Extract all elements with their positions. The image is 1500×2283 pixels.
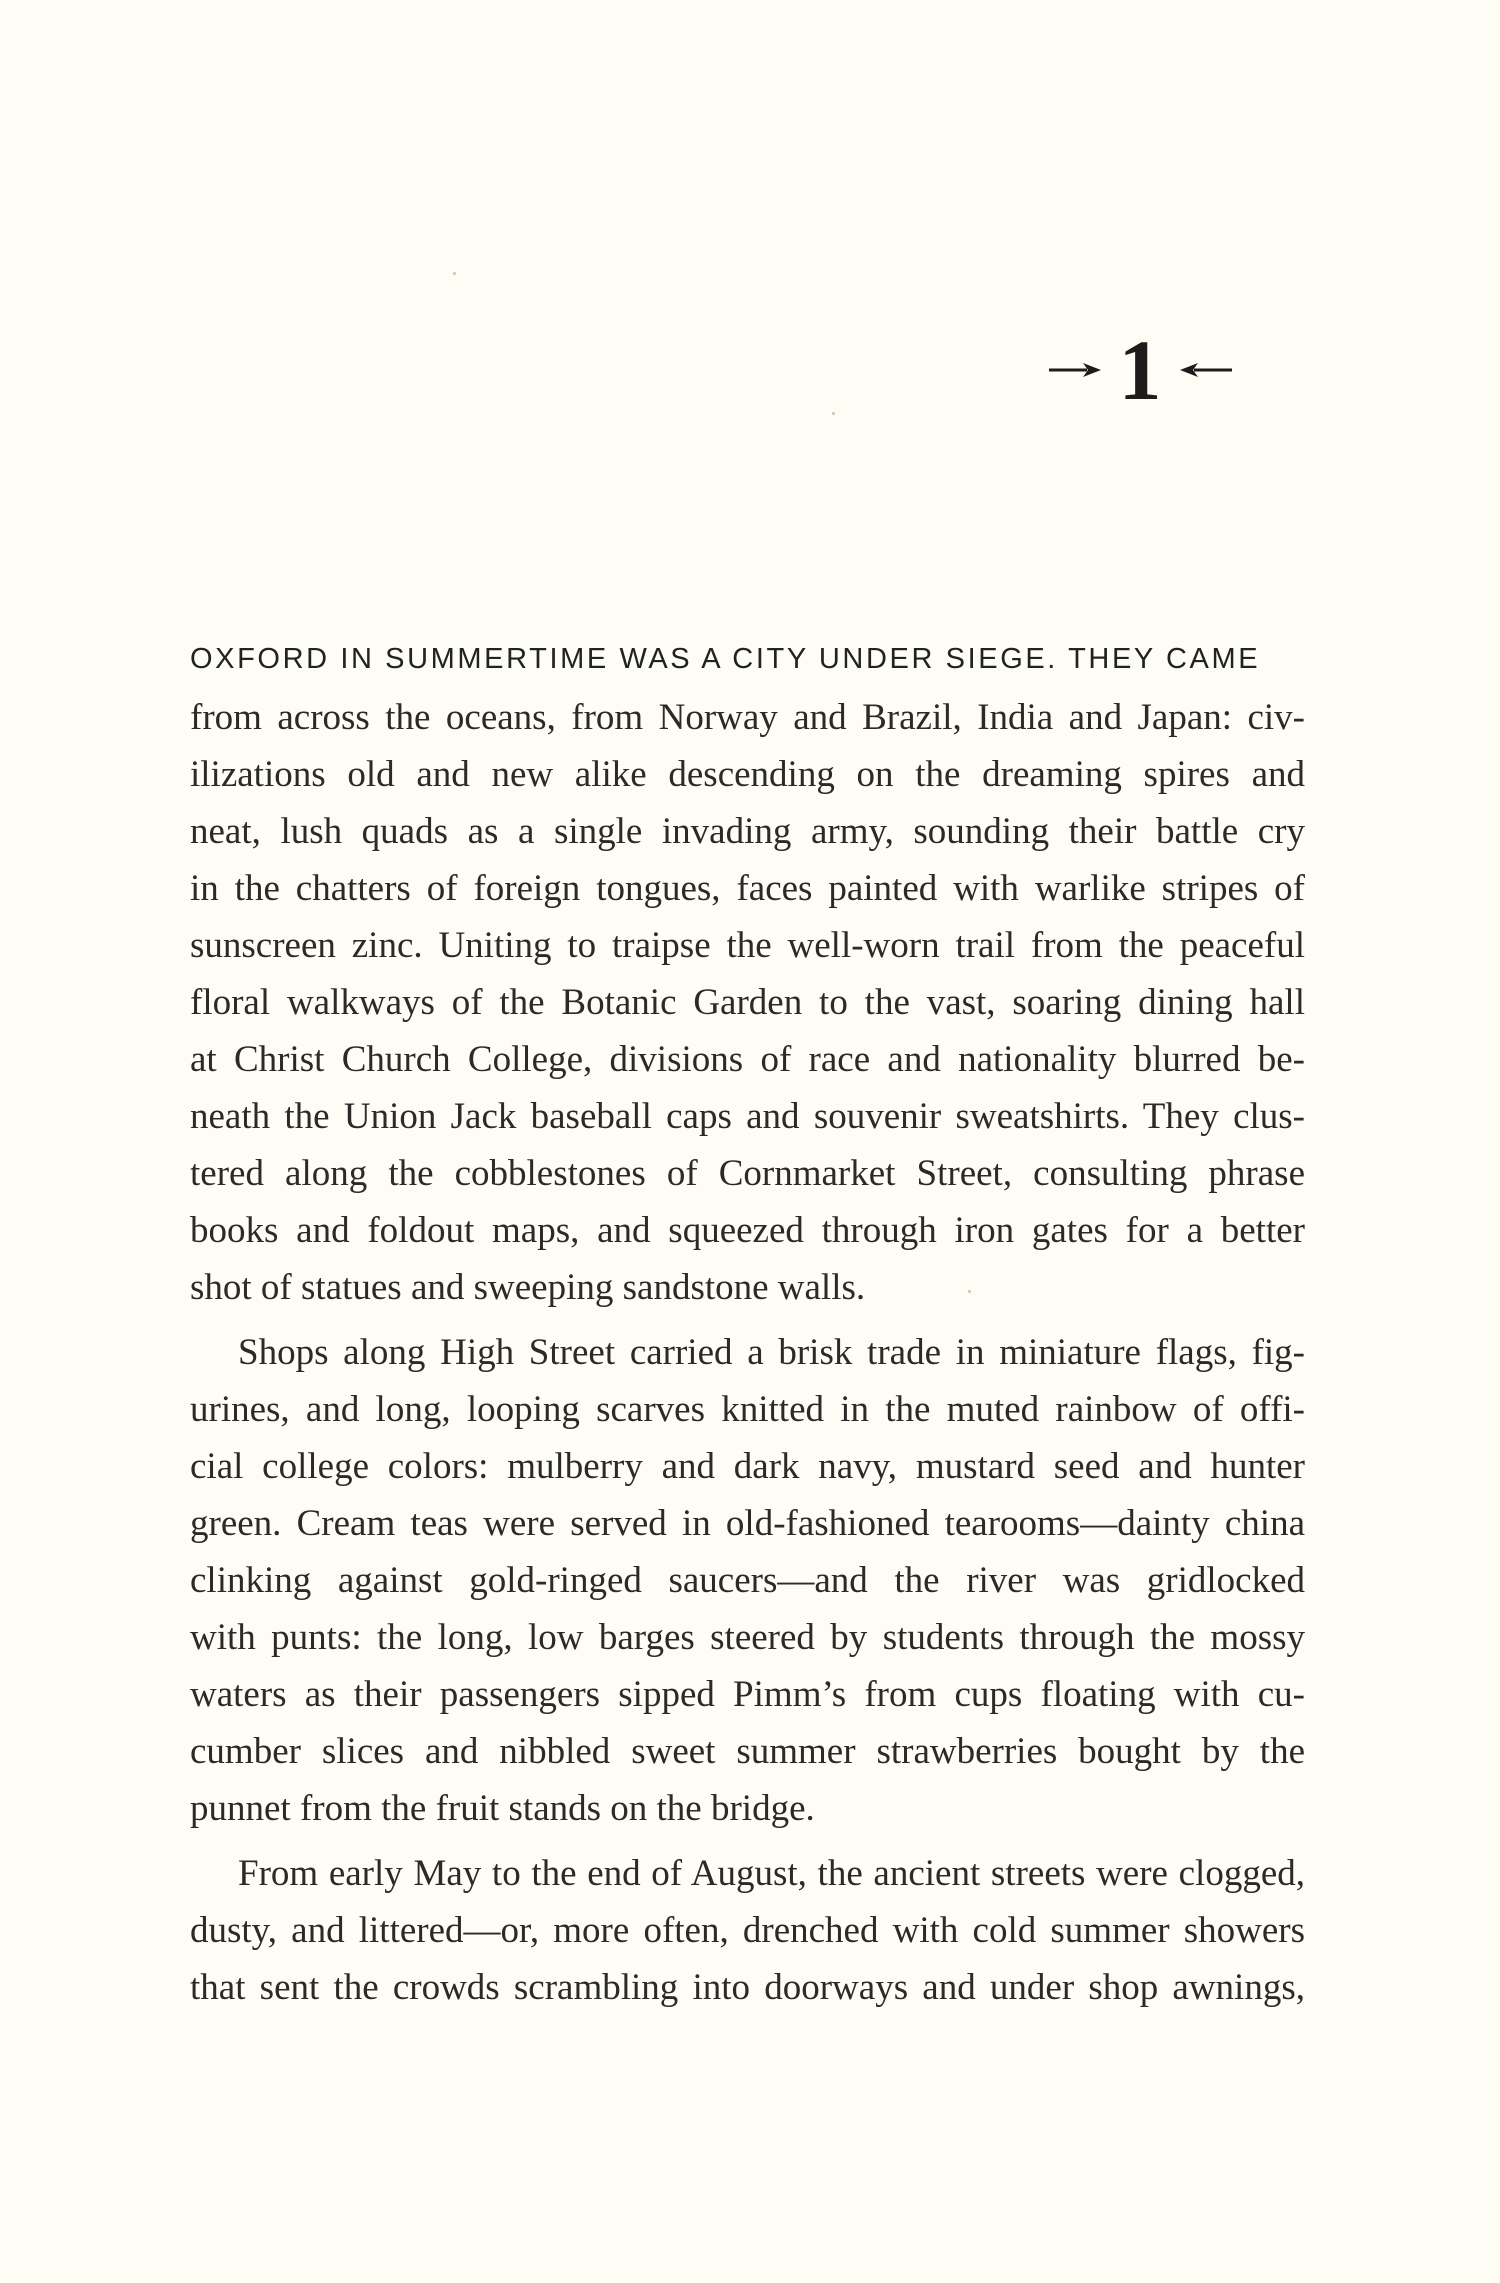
text-line: waters as their passengers sipped Pimm’s from cups floating with cu- [190,1674,1305,1715]
chapter-body [190,629,1305,2016]
text-line: tered along the cobblestones of Cornmarket Street, consulting phrase [190,1153,1305,1194]
opening-small-caps-line: OXFORD IN SUMMERTIME WAS A CITY UNDER SIEGE. THEY CAME [190,643,1261,675]
paragraph-3 [190,1845,1305,2016]
page-speck [832,412,835,415]
text-line: with punts: the long, low barges steered by students through the mossy [190,1617,1305,1658]
text-line: ilizations old and new alike descending on the dreaming spires and [190,754,1305,795]
left-arrow-ornament-icon [1047,360,1105,380]
text-line: clinking against gold-ringed saucers—and the river was gridlocked [190,1560,1305,1601]
right-arrow-ornament-icon [1176,360,1234,380]
text-line: cial college colors: mulberry and dark navy, mustard seed and hunter [190,1446,1305,1487]
page-speck [453,272,456,275]
text-line: in the chatters of foreign tongues, faces painted with warlike stripes of [190,868,1305,909]
text-line: neat, lush quads as a single invading army, sounding their battle cry [190,811,1305,852]
text-line: sunscreen zinc. Uniting to traipse the well-worn trail from the peaceful [190,925,1305,966]
text-line: neath the Union Jack baseball caps and souvenir sweatshirts. They clus- [190,1096,1305,1137]
text-line: urines, and long, looping scarves knitted in the muted rainbow of offi- [190,1389,1305,1430]
text-line: green. Cream teas were served in old-fashioned tearooms—dainty china [190,1503,1305,1544]
text-line: punnet from the fruit stands on the bridge. [190,1788,815,1829]
chapter-heading [1010,315,1270,425]
text-line: at Christ Church College, divisions of race and nationality blurred be- [190,1039,1305,1080]
text-line: that sent the crowds scrambling into doorways and under shop awnings, [190,1967,1305,2008]
text-line: dusty, and littered—or, more often, drenched with cold summer showers [190,1910,1305,1951]
text-line: floral walkways of the Botanic Garden to the vast, soaring dining hall [190,982,1305,1023]
text-line: from across the oceans, from Norway and Brazil, India and Japan: civ- [190,697,1305,738]
chapter-number: 1 [1118,322,1162,418]
text-line: shot of statues and sweeping sandstone walls. [190,1267,866,1308]
text-line: cumber slices and nibbled sweet summer strawberries bought by the [190,1731,1305,1772]
text-line: books and foldout maps, and squeezed through iron gates for a better [190,1210,1305,1251]
text-line: Shops along High Street carried a brisk trade in miniature flags, fig- [238,1332,1305,1373]
text-line: From early May to the end of August, the ancient streets were clogged, [238,1853,1305,1894]
paragraph-2 [190,1324,1305,1837]
paragraph-1 [190,689,1305,1316]
